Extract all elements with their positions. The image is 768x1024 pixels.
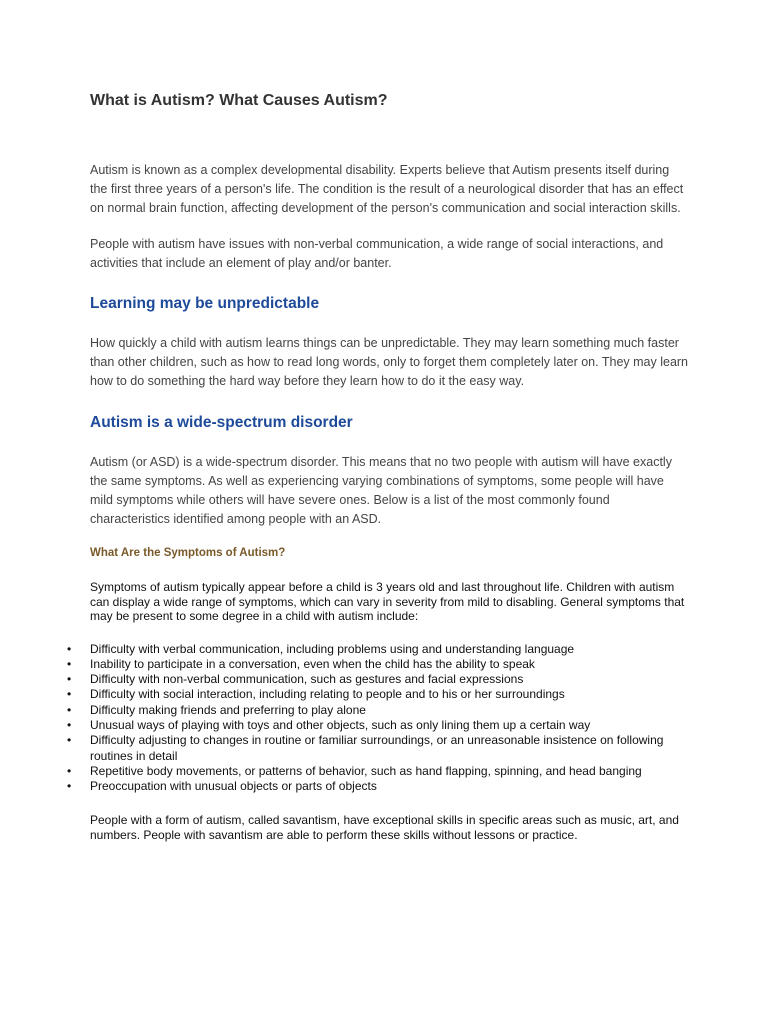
bullet-icon: • (67, 763, 72, 778)
symptoms-list (67, 641, 690, 795)
intro-paragraph-2: People with autism have issues with non-verbal communication, a wide range of social interactions, and activities that include an element of play and/or banter. (90, 237, 664, 270)
list-item: • Difficulty adjusting to changes in routine or familiar surroundings, or an unreasonable insistence on following routines in detail (67, 733, 664, 763)
page-title: What is Autism? What Causes Autism? (90, 92, 388, 109)
section-heading-learning: Learning may be unpredictable (90, 295, 320, 312)
list-item: • Unusual ways of playing with toys and other objects, such as only lining them up a certain way (67, 717, 591, 732)
intro-paragraph-1: Autism is known as a complex developmental disability. Experts believe that Autism presents itself during the first three years of a person's life. The condition is the result of a neurological disorder that has an effect on normal brain function, affecting development of the person's communication and social interaction skills. (90, 163, 684, 215)
section-heading-spectrum: Autism is a wide-spectrum disorder (90, 414, 353, 431)
bullet-icon: • (67, 641, 72, 656)
document-page (67, 90, 690, 842)
list-item: • Inability to participate in a conversation, even when the child has the ability to speak (67, 656, 535, 671)
list-item: • Difficulty with non-verbal communication, such as gestures and facial expressions (67, 672, 524, 687)
section-paragraph-learning: How quickly a child with autism learns things can be unpredictable. They may learn something much faster than other children, such as how to read long words, only to forget them completely later on. They may learn how to do something the hard way before they learn how to do it the easy way. (90, 336, 689, 388)
symptoms-intro: Symptoms of autism typically appear before a child is 3 years old and last throughout life. Children with autism can display a wide range of symptoms, which can vary in severity from mild to disabling. General symptoms that may be present to some degree in a child with autism include: (90, 580, 685, 623)
bullet-icon: • (67, 717, 72, 732)
bullet-icon: • (67, 702, 72, 717)
bullet-icon: • (67, 733, 72, 748)
list-item: • Difficulty making friends and preferring to play alone (67, 702, 366, 717)
list-item: • Difficulty with verbal communication, including problems using and understanding language (67, 641, 575, 656)
savantism-paragraph: People with a form of autism, called savantism, have exceptional skills in specific areas such as music, art, and numbers. People with savantism are able to perform these skills without lessons or practice. (90, 813, 679, 842)
bullet-icon: • (67, 672, 72, 687)
list-item: • Difficulty with social interaction, including relating to people and to his or her surroundings (67, 687, 565, 702)
symptoms-heading: What Are the Symptoms of Autism? (90, 547, 286, 559)
bullet-icon: • (67, 656, 72, 671)
bullet-icon: • (67, 687, 72, 702)
list-item: • Preoccupation with unusual objects or parts of objects (67, 779, 377, 794)
list-item: • Repetitive body movements, or patterns of behavior, such as hand flapping, spinning, and head banging (67, 763, 642, 778)
bullet-icon: • (67, 779, 72, 794)
section-paragraph-spectrum: Autism (or ASD) is a wide-spectrum disorder. This means that no two people with autism will have exactly the same symptoms. As well as experiencing varying combinations of symptoms, some people will have mild symptoms while others will have severe ones. Below is a list of the most commonly found characteristics identified among people with an ASD. (90, 455, 672, 526)
